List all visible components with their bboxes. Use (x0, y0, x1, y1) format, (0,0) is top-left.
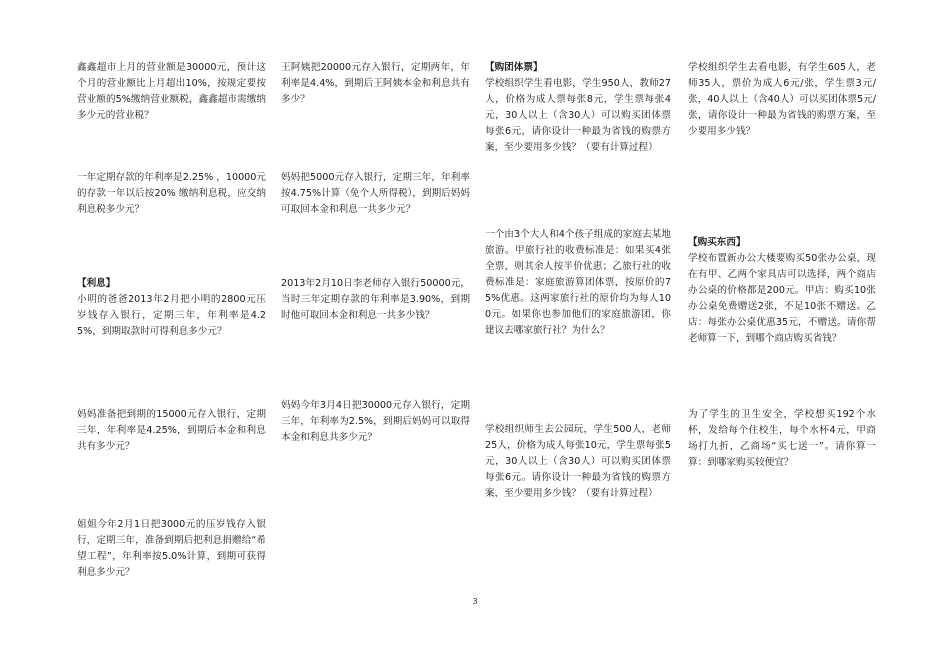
question-teacher-li-deposit (281, 276, 470, 324)
question-group-ticket-movie (485, 60, 671, 156)
question-buy-cups (688, 407, 876, 471)
question-sister-donation (77, 517, 266, 581)
question-text: 2013年2月10日李老师存入银行50000元，当时三年定期存款的年利率是3.90%，到期时他可取回本金和利息一共多少钱？ (281, 278, 470, 321)
question-mom-deposit-15000 (77, 407, 266, 455)
question-supermarket-tax (77, 60, 266, 124)
question-text: 一年定期存款的年利率是2.25% ，10000元的存款一年以后按20% 缴纳利息税，应交纳利息税多少元？ (77, 172, 266, 215)
question-text: 学校组织学生去看电影，有学生605人，老师35人，票价为成人6元/张，学生票3元/张，40人以上（含40人）可以买团体票5元/张，请你设计一种最为省钱的购票方案，至少要用多少钱？ (688, 62, 876, 137)
question-text: 学校布置新办公大楼要购买50张办公桌，现在有甲、乙两个家具店可以选择，两个商店办公桌的价格都是200元。甲店：购买10张办公桌免费赠送2张，不足10张不赠送。乙店：每张办公桌优惠35元，不赠送。请你帮老师算一下，到哪个商店购买省钱？ (688, 253, 876, 344)
question-buy-desks (688, 235, 876, 347)
question-text: 为了学生的卫生安全，学校想买192个水杯，发给每个住校生，每个水杯4元，甲商场打九折，乙商场“买七送一”。请你算一算：到哪家购买较便宜？ (688, 409, 876, 468)
question-interest-tax (77, 170, 266, 218)
question-mom-deposit-30000 (281, 398, 470, 446)
question-text: 王阿姨把20000元存入银行，定期两年，年利率是4.4%，到期后王阿姨本金和利息共有多少？ (281, 62, 470, 105)
question-interest-lucky-money (77, 276, 266, 340)
question-text: 学校组织师生去公园玩，学生500人，老师25人，价格为成人每张10元，学生票每张5元，30人以上（含30人）可以购买团体票每张6元。请你设计一种最为省钱的购票方案，至少要用多少钱？（要有计算过程） (485, 424, 671, 499)
question-text: 妈妈把5000元存入银行，定期三年，年利率按4.75%计算（免个人所得税），到期后妈妈可取回本金和利息一共多少元？ (281, 172, 470, 215)
question-text: 学校组织学生看电影，学生950人，教师27人，价格为成人票每张8元，学生票每张4元，30人以上（含30人）可以购买团体票每张6元，请你设计一种最为省钱的购票方案，至少要用多少钱？（要有计算过程） (485, 78, 671, 153)
question-text: 姐姐今年2月1日把3000元的压岁钱存入银行，定期三年，准备到期后把利息捐赠给“希望工程”，年利率按5.0%计算，到期可获得利息多少元？ (77, 519, 266, 578)
question-aunt-wang-deposit (281, 60, 470, 108)
section-heading-shopping: 【购买东西】 (688, 237, 746, 248)
question-text: 妈妈准备把到期的15000元存入银行，定期三年，年利率是4.25%，到期后本金和利息共有多少元？ (77, 409, 266, 452)
question-travel-agency (485, 227, 671, 339)
question-text: 一个由3个大人和4个孩子组成的家庭去某地旅游。甲旅行社的收费标准是：如果买4张全票，则其余人按半价优惠；乙旅行社的收费标准是：家庭旅游算团体票，按原价的75%优惠。这两家旅行社的原价均为每人100元。如果你也参加他们的家庭旅游团，你建议去哪家旅行社？为什么？ (485, 229, 671, 336)
question-mom-deposit-5000 (281, 170, 470, 218)
question-movie-605-students (688, 60, 876, 140)
section-heading-interest: 【利息】 (77, 278, 116, 289)
section-heading-group-ticket: 【购团体票】 (485, 62, 543, 73)
question-text: 鑫鑫超市上月的营业额是30000元，预计这个月的营业额比上月超出10%，按规定要按营业额的5%缴纳营业额税，鑫鑫超市需缴纳多少元的营业税？ (77, 62, 266, 121)
question-park-tickets (485, 422, 671, 502)
question-text: 妈妈今年3月4日把30000元存入银行，定期三年，年利率为2.5%，到期后妈妈可以取得本金和利息共多少元？ (281, 400, 470, 443)
question-text: 小明的爸爸2013年2月把小明的2800元压岁钱存入银行，定期三年，年利率是4.25%，到期取款时可得利息多少元？ (77, 294, 266, 337)
page-number: 3 (472, 597, 478, 606)
